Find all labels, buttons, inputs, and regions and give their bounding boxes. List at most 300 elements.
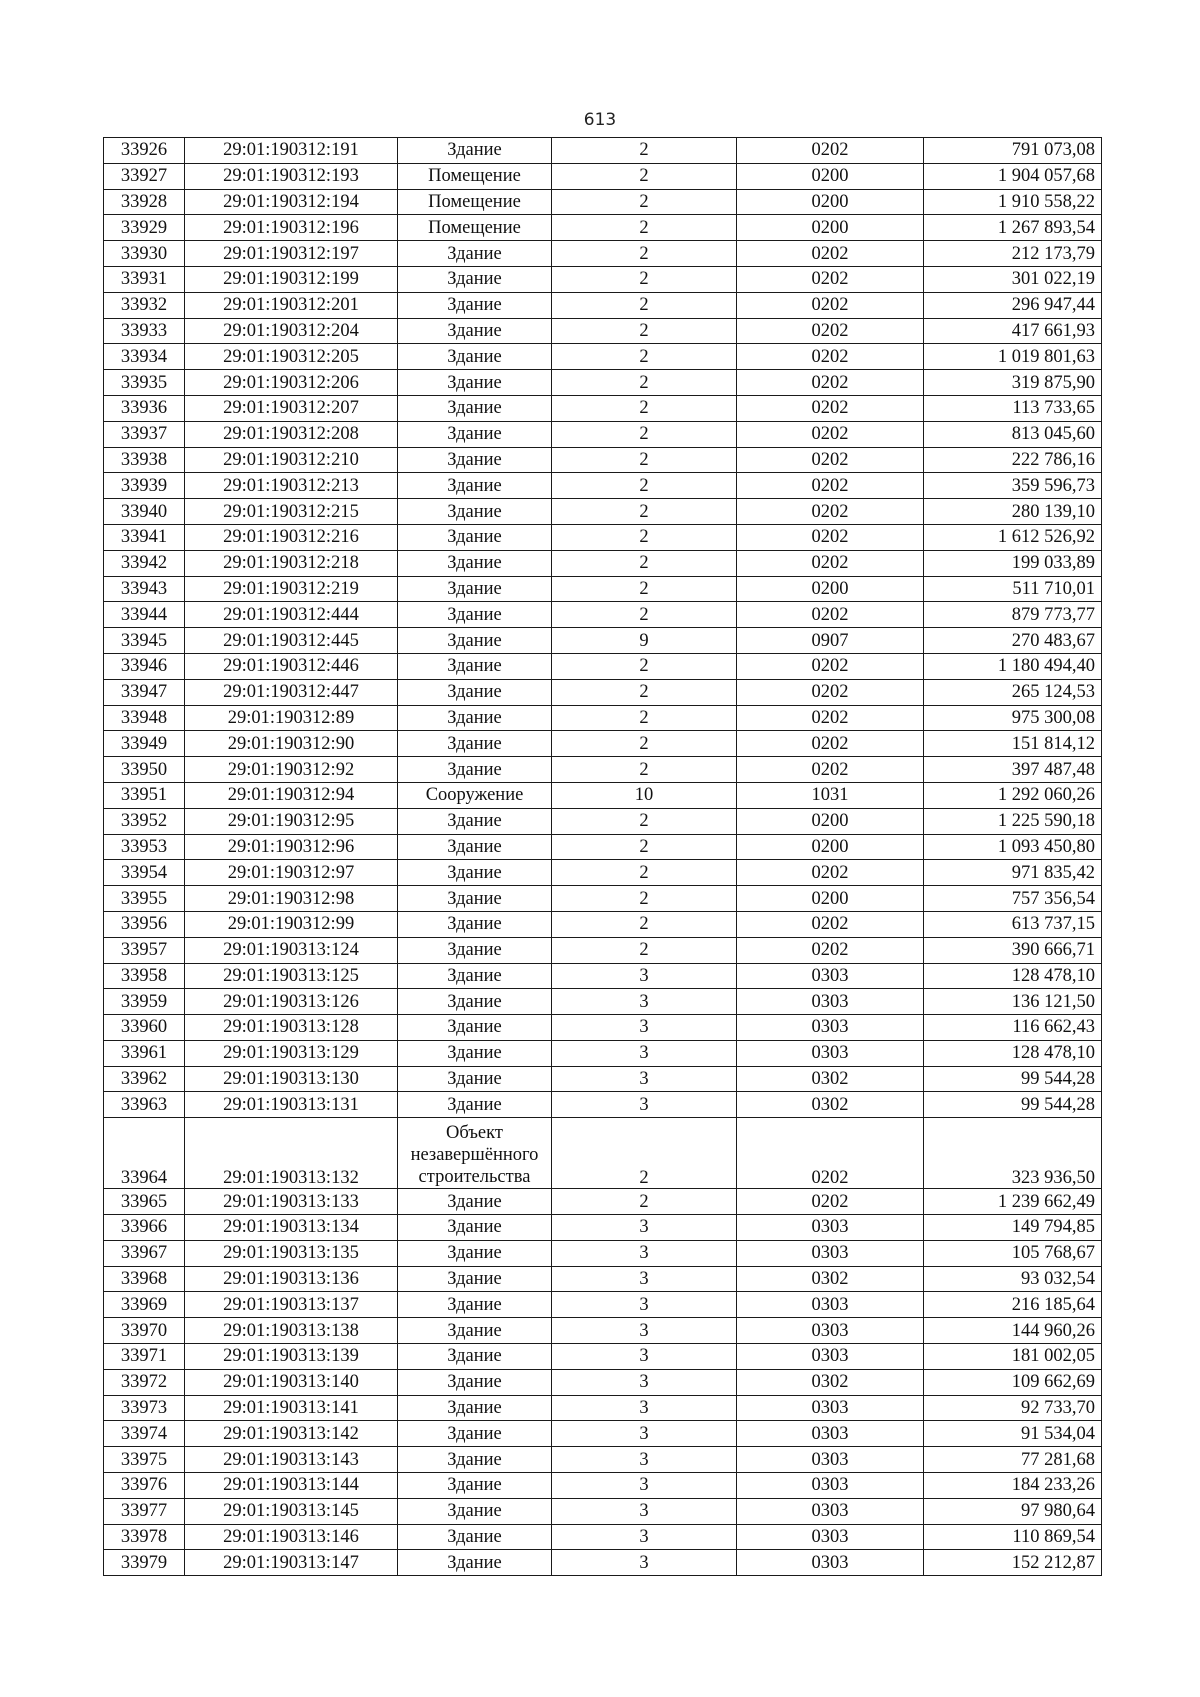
row-number-cell: 33979: [104, 1550, 185, 1576]
cadastral-value-cell: 270 483,67: [924, 628, 1102, 654]
subgroup-code-cell: 0303: [737, 1550, 924, 1576]
cadastral-value-cell: 813 045,60: [924, 421, 1102, 447]
subgroup-code-cell: 1031: [737, 782, 924, 808]
subgroup-code-cell: 0202: [737, 421, 924, 447]
cadastral-value-cell: 93 032,54: [924, 1266, 1102, 1292]
cadastral-number-cell: 29:01:190312:210: [185, 447, 398, 473]
object-type-cell: Здание: [398, 808, 552, 834]
object-type-cell: Здание: [398, 1215, 552, 1241]
cadastral-number-cell: 29:01:190312:216: [185, 524, 398, 550]
table-row: [104, 421, 1102, 447]
table-row: [104, 937, 1102, 963]
cadastral-number-cell: 29:01:190312:219: [185, 576, 398, 602]
object-type-cell: Здание: [398, 318, 552, 344]
subgroup-code-cell: 0202: [737, 550, 924, 576]
cadastral-value-cell: 1 904 057,68: [924, 163, 1102, 189]
subgroup-code-cell: 0202: [737, 679, 924, 705]
cadastral-value-cell: 152 212,87: [924, 1550, 1102, 1576]
subgroup-code-cell: 0303: [737, 1524, 924, 1550]
row-number-cell: 33946: [104, 653, 185, 679]
cadastral-value-cell: 128 478,10: [924, 1040, 1102, 1066]
table-row: [104, 1369, 1102, 1395]
group-code-cell: 2: [552, 576, 737, 602]
subgroup-code-cell: 0202: [737, 1189, 924, 1215]
object-type-cell: Здание: [398, 550, 552, 576]
cadastral-value-table: [103, 137, 1102, 1576]
subgroup-code-cell: 0302: [737, 1066, 924, 1092]
row-number-cell: 33954: [104, 860, 185, 886]
cadastral-number-cell: 29:01:190313:143: [185, 1447, 398, 1473]
object-type-cell: Здание: [398, 937, 552, 963]
row-number-cell: 33952: [104, 808, 185, 834]
cadastral-number-cell: 29:01:190313:124: [185, 937, 398, 963]
object-type-cell: Сооружение: [398, 782, 552, 808]
group-code-cell: 3: [552, 963, 737, 989]
group-code-cell: 3: [552, 1395, 737, 1421]
row-number-cell: 33948: [104, 705, 185, 731]
row-number-cell: 33940: [104, 499, 185, 525]
table-row: [104, 1292, 1102, 1318]
object-type-cell: Здание: [398, 1447, 552, 1473]
subgroup-code-cell: 0200: [737, 163, 924, 189]
cadastral-number-cell: 29:01:190312:193: [185, 163, 398, 189]
object-type-cell: Здание: [398, 421, 552, 447]
subgroup-code-cell: 0202: [737, 266, 924, 292]
cadastral-number-cell: 29:01:190312:205: [185, 344, 398, 370]
group-code-cell: 2: [552, 189, 737, 215]
cadastral-number-cell: 29:01:190313:140: [185, 1369, 398, 1395]
object-type-cell: Здание: [398, 628, 552, 654]
subgroup-code-cell: 0202: [737, 370, 924, 396]
table-row: [104, 1550, 1102, 1576]
subgroup-code-cell: 0302: [737, 1266, 924, 1292]
cadastral-value-cell: 319 875,90: [924, 370, 1102, 396]
cadastral-number-cell: 29:01:190313:136: [185, 1266, 398, 1292]
object-type-cell: Здание: [398, 860, 552, 886]
cadastral-number-cell: 29:01:190313:141: [185, 1395, 398, 1421]
cadastral-number-cell: 29:01:190312:445: [185, 628, 398, 654]
row-number-cell: 33939: [104, 473, 185, 499]
row-number-cell: 33974: [104, 1421, 185, 1447]
subgroup-code-cell: 0303: [737, 1240, 924, 1266]
table-row: [104, 292, 1102, 318]
object-type-cell: Здание: [398, 1524, 552, 1550]
row-number-cell: 33942: [104, 550, 185, 576]
subgroup-code-cell: 0202: [737, 395, 924, 421]
group-code-cell: 10: [552, 782, 737, 808]
object-type-cell: Здание: [398, 1498, 552, 1524]
subgroup-code-cell: 0202: [737, 731, 924, 757]
group-code-cell: 2: [552, 370, 737, 396]
object-type-cell: Здание: [398, 344, 552, 370]
row-number-cell: 33975: [104, 1447, 185, 1473]
group-code-cell: 2: [552, 705, 737, 731]
subgroup-code-cell: 0202: [737, 292, 924, 318]
cadastral-number-cell: 29:01:190312:446: [185, 653, 398, 679]
cadastral-number-cell: 29:01:190313:126: [185, 989, 398, 1015]
object-type-cell: Объект незавершённого строительства: [398, 1118, 552, 1189]
subgroup-code-cell: 0202: [737, 138, 924, 164]
subgroup-code-cell: 0303: [737, 1473, 924, 1499]
group-code-cell: 3: [552, 1550, 737, 1576]
row-number-cell: 33951: [104, 782, 185, 808]
table-row: [104, 395, 1102, 421]
row-number-cell: 33976: [104, 1473, 185, 1499]
cadastral-value-cell: 397 487,48: [924, 757, 1102, 783]
subgroup-code-cell: 0303: [737, 1447, 924, 1473]
cadastral-number-cell: 29:01:190312:213: [185, 473, 398, 499]
cadastral-value-cell: 1 612 526,92: [924, 524, 1102, 550]
row-number-cell: 33962: [104, 1066, 185, 1092]
subgroup-code-cell: 0202: [737, 241, 924, 267]
object-type-cell: Здание: [398, 1092, 552, 1118]
cadastral-value-cell: 1 019 801,63: [924, 344, 1102, 370]
cadastral-value-cell: 296 947,44: [924, 292, 1102, 318]
cadastral-number-cell: 29:01:190313:137: [185, 1292, 398, 1318]
cadastral-number-cell: 29:01:190312:197: [185, 241, 398, 267]
row-number-cell: 33945: [104, 628, 185, 654]
table-row: [104, 834, 1102, 860]
cadastral-number-cell: 29:01:190312:90: [185, 731, 398, 757]
group-code-cell: 2: [552, 937, 737, 963]
object-type-cell: Здание: [398, 1318, 552, 1344]
group-code-cell: 9: [552, 628, 737, 654]
table-row: [104, 241, 1102, 267]
subgroup-code-cell: 0202: [737, 1118, 924, 1189]
group-code-cell: 2: [552, 1118, 737, 1189]
table-row: [104, 782, 1102, 808]
cadastral-value-cell: 390 666,71: [924, 937, 1102, 963]
object-type-cell: Здание: [398, 705, 552, 731]
subgroup-code-cell: 0303: [737, 989, 924, 1015]
table-row: [104, 318, 1102, 344]
cadastral-value-cell: 99 544,28: [924, 1092, 1102, 1118]
row-number-cell: 33930: [104, 241, 185, 267]
table-row: [104, 989, 1102, 1015]
group-code-cell: 2: [552, 266, 737, 292]
object-type-cell: Здание: [398, 499, 552, 525]
object-type-cell: Здание: [398, 1189, 552, 1215]
subgroup-code-cell: 0202: [737, 653, 924, 679]
object-type-cell: Здание: [398, 1266, 552, 1292]
row-number-cell: 33950: [104, 757, 185, 783]
object-type-cell: Здание: [398, 241, 552, 267]
cadastral-number-cell: 29:01:190312:194: [185, 189, 398, 215]
cadastral-value-cell: 110 869,54: [924, 1524, 1102, 1550]
group-code-cell: 2: [552, 653, 737, 679]
row-number-cell: 33949: [104, 731, 185, 757]
table-row: [104, 1447, 1102, 1473]
subgroup-code-cell: 0200: [737, 886, 924, 912]
object-type-cell: Здание: [398, 834, 552, 860]
cadastral-value-cell: 613 737,15: [924, 911, 1102, 937]
table-row: [104, 1118, 1102, 1189]
group-code-cell: 3: [552, 1240, 737, 1266]
table-row: [104, 602, 1102, 628]
cadastral-value-cell: 128 478,10: [924, 963, 1102, 989]
table-row: [104, 344, 1102, 370]
page-number: 613: [583, 110, 617, 130]
cadastral-number-cell: 29:01:190312:94: [185, 782, 398, 808]
object-type-cell: Здание: [398, 138, 552, 164]
object-type-cell: Здание: [398, 447, 552, 473]
table-row: [104, 266, 1102, 292]
subgroup-code-cell: 0303: [737, 963, 924, 989]
row-number-cell: 33961: [104, 1040, 185, 1066]
group-code-cell: 2: [552, 1189, 737, 1215]
subgroup-code-cell: 0303: [737, 1395, 924, 1421]
cadastral-value-cell: 216 185,64: [924, 1292, 1102, 1318]
table-row: [104, 653, 1102, 679]
cadastral-number-cell: 29:01:190312:215: [185, 499, 398, 525]
group-code-cell: 2: [552, 395, 737, 421]
table-row: [104, 1395, 1102, 1421]
row-number-cell: 33959: [104, 989, 185, 1015]
object-type-cell: Здание: [398, 602, 552, 628]
object-type-cell: Здание: [398, 1066, 552, 1092]
table-row: [104, 499, 1102, 525]
group-code-cell: 3: [552, 1318, 737, 1344]
subgroup-code-cell: 0200: [737, 189, 924, 215]
object-type-cell: Здание: [398, 757, 552, 783]
subgroup-code-cell: 0303: [737, 1040, 924, 1066]
group-code-cell: 3: [552, 1498, 737, 1524]
cadastral-number-cell: 29:01:190312:208: [185, 421, 398, 447]
group-code-cell: 2: [552, 473, 737, 499]
cadastral-value-cell: 1 292 060,26: [924, 782, 1102, 808]
object-type-cell: Здание: [398, 1240, 552, 1266]
group-code-cell: 2: [552, 421, 737, 447]
object-type-cell: Здание: [398, 266, 552, 292]
row-number-cell: 33972: [104, 1369, 185, 1395]
row-number-cell: 33938: [104, 447, 185, 473]
cadastral-number-cell: 29:01:190313:134: [185, 1215, 398, 1241]
table-row: [104, 731, 1102, 757]
group-code-cell: 2: [552, 138, 737, 164]
cadastral-number-cell: 29:01:190312:207: [185, 395, 398, 421]
subgroup-code-cell: 0202: [737, 524, 924, 550]
object-type-cell: Здание: [398, 1040, 552, 1066]
group-code-cell: 3: [552, 1344, 737, 1370]
cadastral-number-cell: 29:01:190312:92: [185, 757, 398, 783]
object-type-cell: Помещение: [398, 163, 552, 189]
cadastral-number-cell: 29:01:190312:447: [185, 679, 398, 705]
cadastral-value-cell: 323 936,50: [924, 1118, 1102, 1189]
row-number-cell: 33937: [104, 421, 185, 447]
row-number-cell: 33934: [104, 344, 185, 370]
group-code-cell: 3: [552, 1421, 737, 1447]
table-row: [104, 1266, 1102, 1292]
table-row: [104, 1421, 1102, 1447]
cadastral-value-cell: 280 139,10: [924, 499, 1102, 525]
subgroup-code-cell: 0303: [737, 1344, 924, 1370]
cadastral-value-cell: 757 356,54: [924, 886, 1102, 912]
group-code-cell: 2: [552, 215, 737, 241]
object-type-cell: Здание: [398, 292, 552, 318]
subgroup-code-cell: 0202: [737, 937, 924, 963]
cadastral-number-cell: 29:01:190313:145: [185, 1498, 398, 1524]
object-type-cell: Здание: [398, 1395, 552, 1421]
table-row: [104, 911, 1102, 937]
group-code-cell: 3: [552, 1524, 737, 1550]
cadastral-value-cell: 113 733,65: [924, 395, 1102, 421]
cadastral-value-cell: 184 233,26: [924, 1473, 1102, 1499]
row-number-cell: 33978: [104, 1524, 185, 1550]
cadastral-number-cell: 29:01:190313:144: [185, 1473, 398, 1499]
subgroup-code-cell: 0202: [737, 602, 924, 628]
group-code-cell: 3: [552, 1066, 737, 1092]
table-row: [104, 808, 1102, 834]
subgroup-code-cell: 0202: [737, 705, 924, 731]
group-code-cell: 2: [552, 731, 737, 757]
object-type-cell: Здание: [398, 911, 552, 937]
cadastral-number-cell: 29:01:190312:98: [185, 886, 398, 912]
cadastral-number-cell: 29:01:190313:131: [185, 1092, 398, 1118]
object-type-cell: Здание: [398, 395, 552, 421]
group-code-cell: 3: [552, 1092, 737, 1118]
object-type-cell: Здание: [398, 1344, 552, 1370]
table-row: [104, 679, 1102, 705]
cadastral-value-cell: 1 180 494,40: [924, 653, 1102, 679]
cadastral-number-cell: 29:01:190313:132: [185, 1118, 398, 1189]
group-code-cell: 2: [552, 447, 737, 473]
row-number-cell: 33933: [104, 318, 185, 344]
subgroup-code-cell: 0303: [737, 1292, 924, 1318]
cadastral-number-cell: 29:01:190313:128: [185, 1015, 398, 1041]
cadastral-number-cell: 29:01:190312:95: [185, 808, 398, 834]
cadastral-number-cell: 29:01:190313:142: [185, 1421, 398, 1447]
group-code-cell: 3: [552, 1015, 737, 1041]
row-number-cell: 33927: [104, 163, 185, 189]
table-row: [104, 1040, 1102, 1066]
cadastral-number-cell: 29:01:190312:89: [185, 705, 398, 731]
cadastral-number-cell: 29:01:190312:96: [185, 834, 398, 860]
table-row: [104, 138, 1102, 164]
cadastral-value-cell: 301 022,19: [924, 266, 1102, 292]
subgroup-code-cell: 0303: [737, 1015, 924, 1041]
cadastral-value-cell: 1 093 450,80: [924, 834, 1102, 860]
cadastral-number-cell: 29:01:190313:138: [185, 1318, 398, 1344]
subgroup-code-cell: 0200: [737, 215, 924, 241]
object-type-cell: Здание: [398, 1292, 552, 1318]
cadastral-number-cell: 29:01:190312:199: [185, 266, 398, 292]
row-number-cell: 33929: [104, 215, 185, 241]
table-row: [104, 860, 1102, 886]
group-code-cell: 2: [552, 808, 737, 834]
subgroup-code-cell: 0202: [737, 911, 924, 937]
table-row: [104, 370, 1102, 396]
row-number-cell: 33928: [104, 189, 185, 215]
group-code-cell: 3: [552, 1040, 737, 1066]
cadastral-number-cell: 29:01:190313:133: [185, 1189, 398, 1215]
row-number-cell: 33936: [104, 395, 185, 421]
cadastral-value-cell: 199 033,89: [924, 550, 1102, 576]
cadastral-number-cell: 29:01:190312:191: [185, 138, 398, 164]
row-number-cell: 33964: [104, 1118, 185, 1189]
group-code-cell: 3: [552, 1215, 737, 1241]
cadastral-value-cell: 91 534,04: [924, 1421, 1102, 1447]
cadastral-number-cell: 29:01:190312:196: [185, 215, 398, 241]
subgroup-code-cell: 0303: [737, 1215, 924, 1241]
table-row: [104, 1015, 1102, 1041]
cadastral-value-cell: 149 794,85: [924, 1215, 1102, 1241]
group-code-cell: 2: [552, 834, 737, 860]
table-row: [104, 163, 1102, 189]
object-type-cell: Здание: [398, 370, 552, 396]
cadastral-number-cell: 29:01:190312:97: [185, 860, 398, 886]
table-row: [104, 473, 1102, 499]
cadastral-value-cell: 136 121,50: [924, 989, 1102, 1015]
object-type-cell: Здание: [398, 1015, 552, 1041]
cadastral-value-cell: 511 710,01: [924, 576, 1102, 602]
group-code-cell: 2: [552, 860, 737, 886]
subgroup-code-cell: 0302: [737, 1092, 924, 1118]
table-row: [104, 1240, 1102, 1266]
cadastral-value-cell: 105 768,67: [924, 1240, 1102, 1266]
subgroup-code-cell: 0202: [737, 499, 924, 525]
table-row: [104, 447, 1102, 473]
subgroup-code-cell: 0907: [737, 628, 924, 654]
row-number-cell: 33973: [104, 1395, 185, 1421]
cadastral-value-cell: 116 662,43: [924, 1015, 1102, 1041]
cadastral-value-cell: 222 786,16: [924, 447, 1102, 473]
cadastral-value-cell: 99 544,28: [924, 1066, 1102, 1092]
cadastral-value-cell: 109 662,69: [924, 1369, 1102, 1395]
table-row: [104, 1473, 1102, 1499]
table-row: [104, 1189, 1102, 1215]
cadastral-value-cell: 417 661,93: [924, 318, 1102, 344]
cadastral-value-cell: 975 300,08: [924, 705, 1102, 731]
table-row: [104, 963, 1102, 989]
subgroup-code-cell: 0303: [737, 1318, 924, 1344]
group-code-cell: 3: [552, 1369, 737, 1395]
row-number-cell: 33968: [104, 1266, 185, 1292]
cadastral-value-cell: 265 124,53: [924, 679, 1102, 705]
row-number-cell: 33963: [104, 1092, 185, 1118]
group-code-cell: 2: [552, 550, 737, 576]
subgroup-code-cell: 0202: [737, 447, 924, 473]
table-row: [104, 757, 1102, 783]
group-code-cell: 2: [552, 241, 737, 267]
subgroup-code-cell: 0200: [737, 576, 924, 602]
cadastral-value-cell: 1 910 558,22: [924, 189, 1102, 215]
cadastral-number-cell: 29:01:190313:135: [185, 1240, 398, 1266]
group-code-cell: 2: [552, 757, 737, 783]
row-number-cell: 33977: [104, 1498, 185, 1524]
row-number-cell: 33926: [104, 138, 185, 164]
group-code-cell: 3: [552, 1447, 737, 1473]
row-number-cell: 33953: [104, 834, 185, 860]
row-number-cell: 33944: [104, 602, 185, 628]
group-code-cell: 2: [552, 499, 737, 525]
subgroup-code-cell: 0202: [737, 318, 924, 344]
table-row: [104, 576, 1102, 602]
row-number-cell: 33970: [104, 1318, 185, 1344]
subgroup-code-cell: 0303: [737, 1421, 924, 1447]
group-code-cell: 2: [552, 679, 737, 705]
cadastral-number-cell: 29:01:190312:204: [185, 318, 398, 344]
object-type-cell: Здание: [398, 1369, 552, 1395]
table-row: [104, 1318, 1102, 1344]
cadastral-number-cell: 29:01:190312:99: [185, 911, 398, 937]
table-row: [104, 1344, 1102, 1370]
group-code-cell: 3: [552, 1292, 737, 1318]
cadastral-value-cell: 1 239 662,49: [924, 1189, 1102, 1215]
object-type-cell: Здание: [398, 653, 552, 679]
table-row: [104, 628, 1102, 654]
subgroup-code-cell: 0202: [737, 344, 924, 370]
row-number-cell: 33960: [104, 1015, 185, 1041]
